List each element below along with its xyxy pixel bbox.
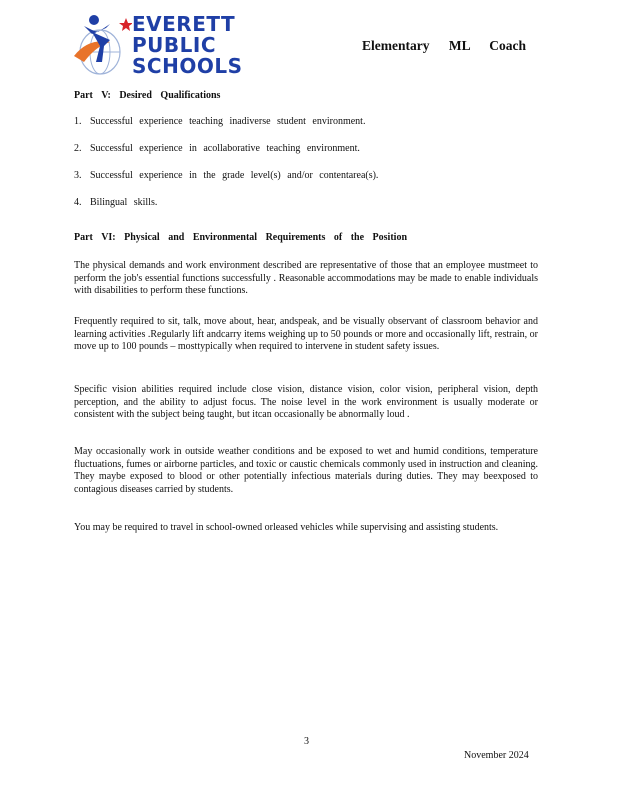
footer-date: November 2024 xyxy=(464,750,529,761)
list-number: 1. xyxy=(74,116,82,127)
logo-figure-icon xyxy=(70,12,132,78)
part5-heading: Part V: Desired Qualifications xyxy=(74,90,221,101)
qualifications-list xyxy=(74,116,378,224)
logo-line-3: SCHOOLS xyxy=(132,54,243,78)
list-item xyxy=(74,170,378,197)
list-text: Successful experience in acollaborative teaching environment. xyxy=(90,143,360,154)
list-item xyxy=(74,197,378,224)
page-number: 3 xyxy=(304,736,309,747)
logo-line-2: PUBLIC xyxy=(132,33,217,57)
list-item xyxy=(74,143,378,170)
logo-line-1: EVERETT xyxy=(132,12,236,36)
list-text: Bilingual skills. xyxy=(90,197,158,208)
list-text: Successful experience teaching inadiverse student environment. xyxy=(90,116,366,127)
part6-heading: Part VI: Physical and Environmental Requirements of the Position xyxy=(74,232,408,243)
position-title: Elementary ML Coach xyxy=(362,38,526,53)
list-text: Successful experience in the grade level(s) and/or contentarea(s). xyxy=(90,170,379,181)
paragraph-demands: The physical demands and work environment described are representative of those that an employee mustmeet to perform the job's essential functions successfully . Reasonable accommodations may be made to enable individuals with disabilities to perform these functions. xyxy=(74,260,538,296)
paragraph-travel: You may be required to travel in school-owned orleased vehicles while supervising and assisting students. xyxy=(74,522,499,533)
district-logo xyxy=(70,12,243,80)
list-number: 4. xyxy=(74,197,82,208)
paragraph-conditions: May occasionally work in outside weather conditions and be exposed to wet and humid conditions, temperature fluctuations, fumes or airborne particles, and toxic or caustic chemicals commonly used in instruction and cleaning. They maybe exposed to blood or other potentially infectious materials during duties. They may beexposed to contagious diseases carried by students. xyxy=(74,446,538,495)
paragraph-lifting: Frequently required to sit, talk, move about, hear, andspeak, and be visually observant of classroom behavior and learning activities .Regularly lift andcarry items weighing up to 50 pounds or more and occasionally lift, restrain, or move up to 100 pounds – mosttypically when required to intervene in student safety issues. xyxy=(74,316,538,352)
logo-wordmark xyxy=(132,14,242,77)
paragraph-vision: Specific vision abilities required include close vision, distance vision, color vision, peripheral vision, depth perception, and the ability to adjust focus. The noise level in the work environment is usually moderate or consistent with the subject being taught, but itcan occasionally be abnormally loud . xyxy=(74,384,538,420)
list-number: 2. xyxy=(74,143,82,154)
list-item xyxy=(74,116,378,143)
list-number: 3. xyxy=(74,170,82,181)
